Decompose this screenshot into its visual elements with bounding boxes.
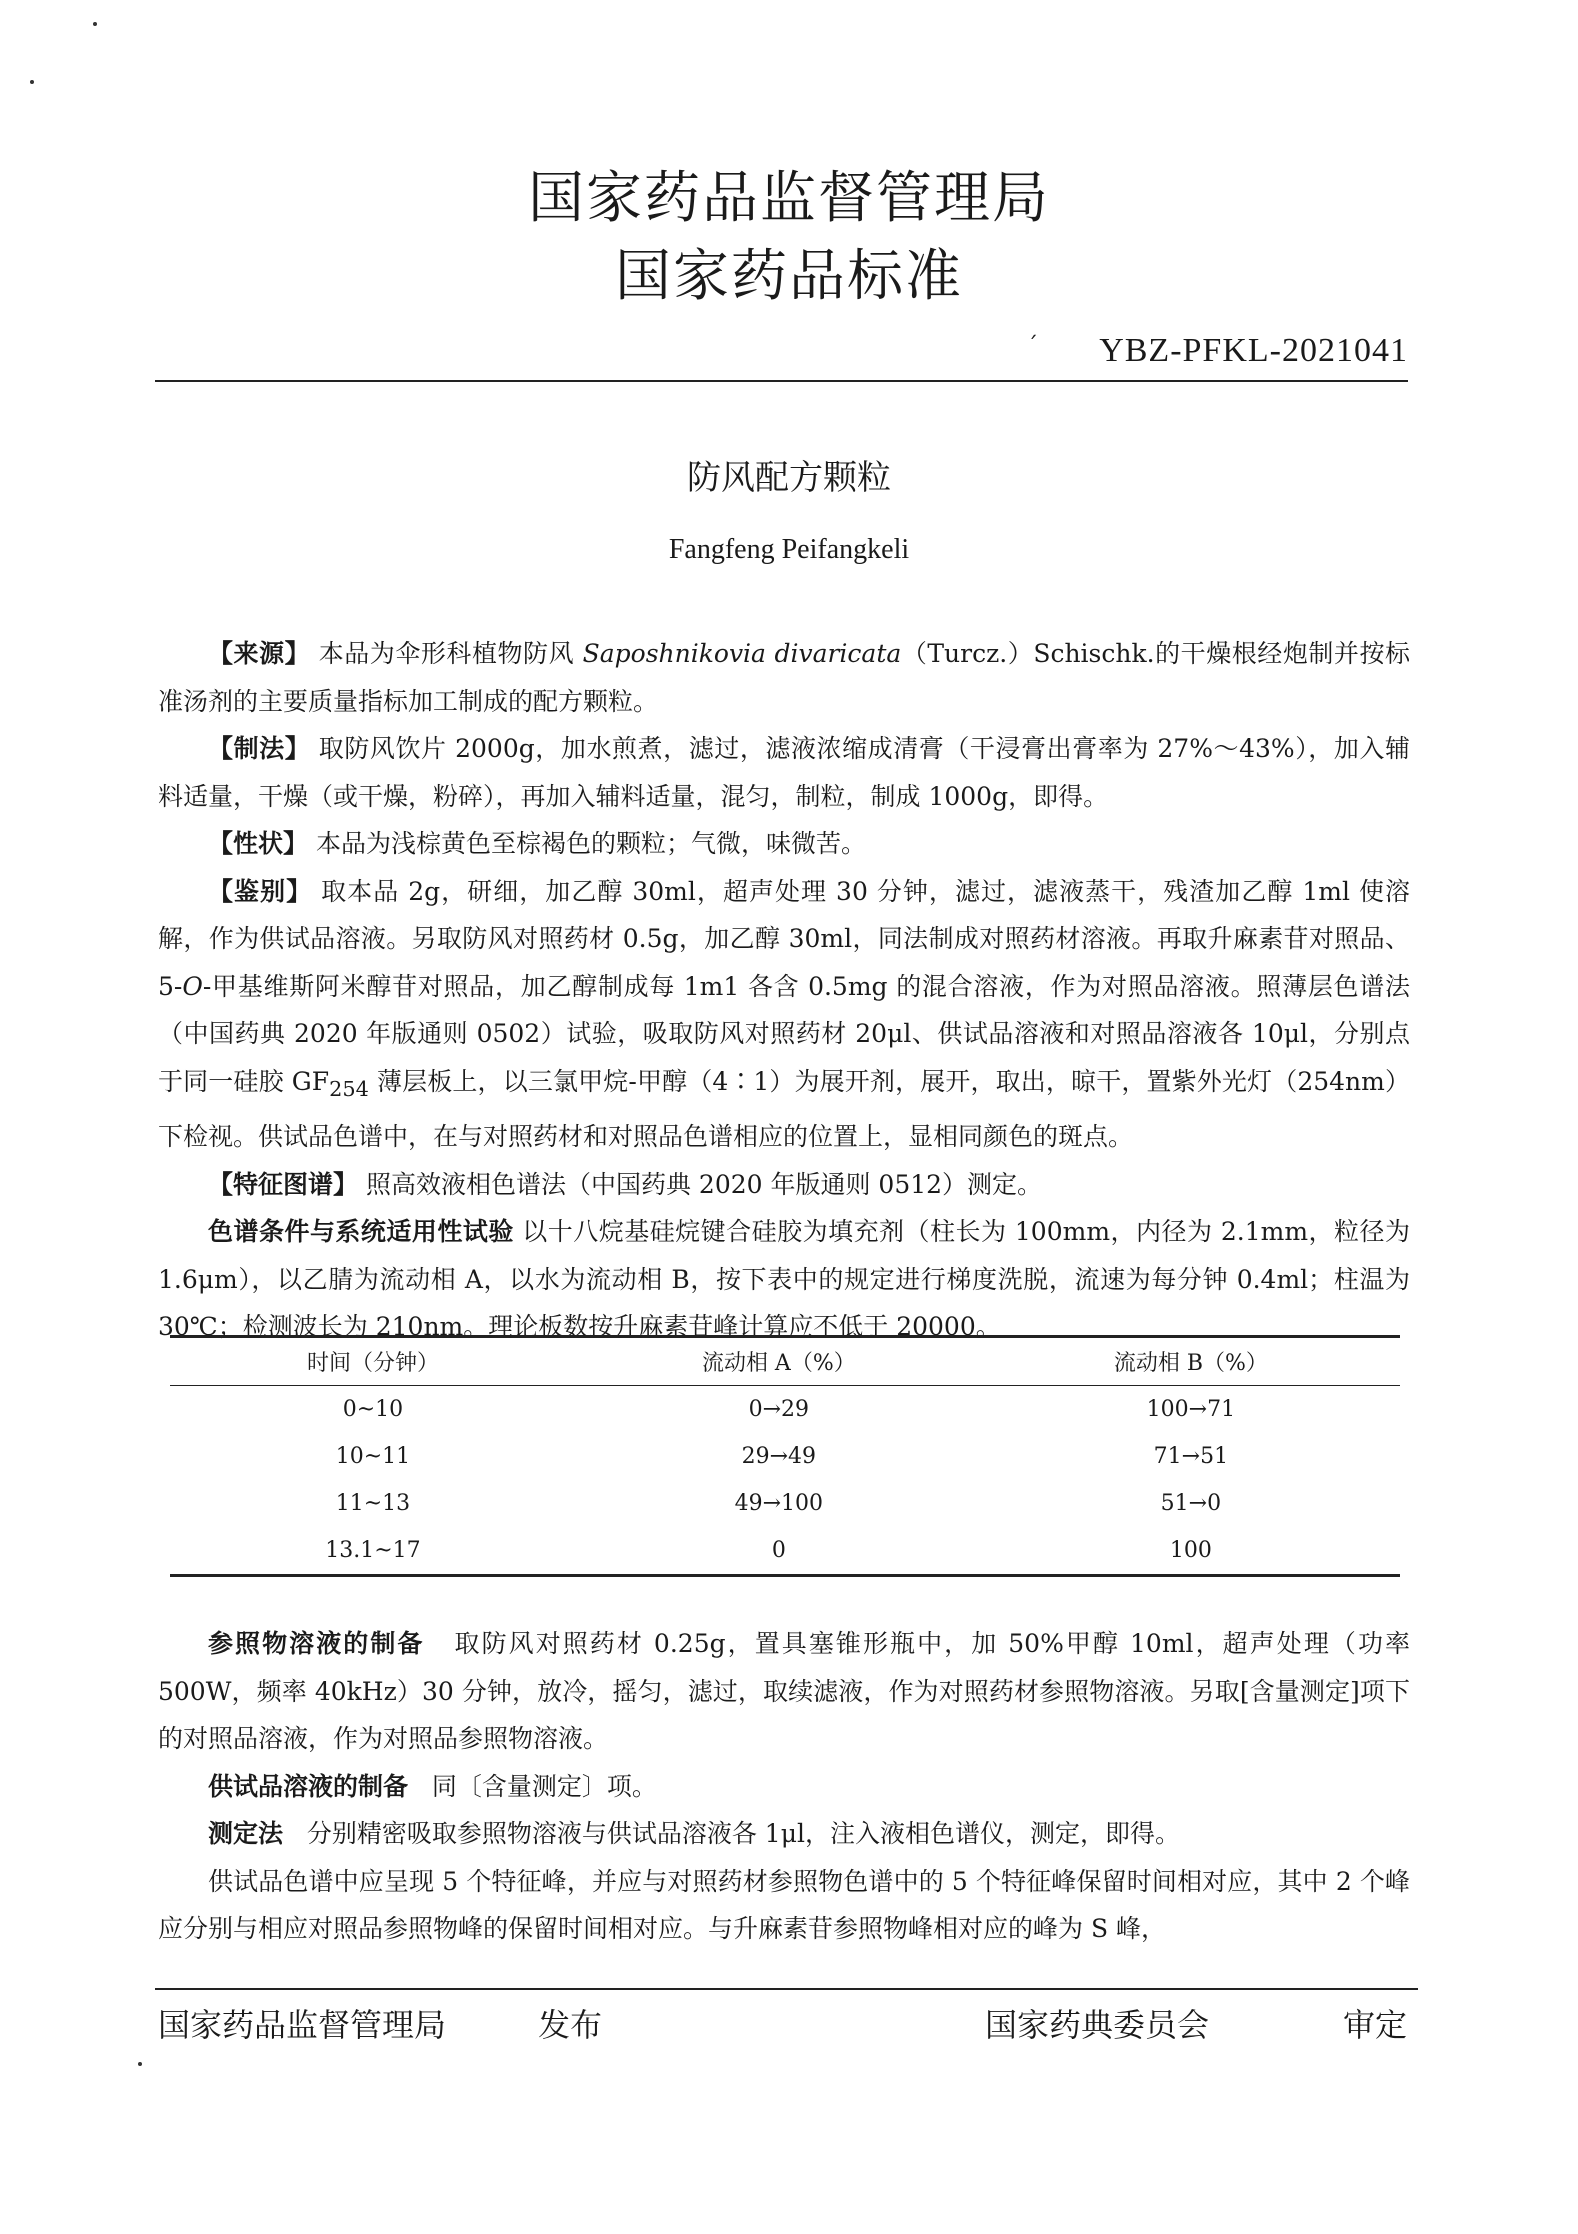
document-title: 防风配方颗粒 — [687, 458, 891, 498]
reference-solution-paragraph — [158, 1620, 1410, 1763]
table-row — [170, 1527, 1400, 1576]
source-label: 【来源】 — [208, 639, 311, 668]
preparation-paragraph — [158, 725, 1410, 820]
table-cell: 100→71 — [1146, 1397, 1236, 1422]
method-paragraph — [158, 1810, 1410, 1858]
source-text-post: （Turcz.）Schischk.的干燥根经炮制并按标准汤剂的主要质量指标加工制成的配方颗粒。 — [158, 639, 1411, 716]
table-cell: 0~10 — [342, 1397, 404, 1422]
identification-paragraph — [158, 868, 1410, 1161]
scan-speck — [93, 22, 97, 26]
preparation-text: 取防风饮片 2000g，加水煎煮，滤过，滤液浓缩成清膏（干浸膏出膏率为 27%～43%），加入辅料适量，干燥（或干燥，粉碎），再加入辅料适量，混匀，制粒，制成 1000g，即得。 — [158, 734, 1410, 811]
source-text-pre: 本品为伞形科植物防风 — [318, 639, 583, 668]
test-solution-text: 同〔含量测定〕项。 — [431, 1771, 657, 1801]
document-pinyin-title: Fangfeng Peifangkeli — [668, 534, 910, 565]
scan-speck — [138, 2062, 142, 2066]
fingerprint-text: 照高效液相色谱法（中国药典 2020 年版通则 0512）测定。 — [365, 1169, 1043, 1199]
table-cell: 49→100 — [734, 1491, 824, 1516]
table-cell: 13.1~17 — [325, 1538, 421, 1563]
table-header-row — [170, 1337, 1400, 1386]
characters-label: 【性状】 — [208, 829, 309, 858]
identification-label: 【鉴别】 — [208, 876, 313, 906]
method-text: 分别精密吸取参照物溶液与供试品溶液各 1μl，注入液相色谱仪，测定，即得。 — [306, 1819, 1180, 1848]
footer-issue-verb: 发布 — [538, 2006, 603, 2044]
test-solution-label: 供试品溶液的制备 — [208, 1771, 409, 1801]
table-cell: 0 — [771, 1538, 786, 1563]
table-cell: 0→29 — [748, 1397, 810, 1422]
table-cell: 11~13 — [335, 1491, 411, 1516]
document-body-continued — [158, 1620, 1410, 1953]
footer-review-verb: 审定 — [1343, 2006, 1408, 2044]
document-body — [158, 630, 1410, 1351]
document-header — [0, 160, 1578, 316]
source-paragraph — [158, 630, 1410, 725]
gradient-table — [170, 1335, 1400, 1577]
preparation-label: 【制法】 — [208, 734, 311, 763]
table-row — [170, 1386, 1400, 1434]
table-cell: 51→0 — [1160, 1491, 1222, 1516]
footer-issuer: 国家药品监督管理局 — [158, 2006, 447, 2044]
identification-text-1: 取本品 2g，研细，加乙醇 30ml，超声处理 30 分钟，滤过，滤液蒸干，残渣加乙醇 1ml 使溶解，作为供试品溶液。另取防风对照药材 0.5g，加乙醇 30ml，同法制成对照药材溶液。再取升麻素苷对照品、5- — [158, 876, 1410, 1001]
table-header-phase-b: 流动相 B（%） — [1113, 1351, 1268, 1376]
identification-text-3: 薄层板上，以三氯甲烷-甲醇（4∶1）为展开剂，展开，取出，晾干，置紫外光灯（254nm）下检视。供试品色谱中，在与对照药材和对照品色谱相应的位置上，显相同颜色的斑点。 — [158, 1066, 1411, 1151]
table-cell: 71→51 — [1153, 1444, 1229, 1469]
table-cell: 100 — [1169, 1538, 1212, 1563]
result-text: 供试品色谱中应呈现 5 个特征峰，并应与对照药材参照物色谱中的 5 个特征峰保留时间相对应，其中 2 个峰应分别与相应对照品参照物峰的保留时间相对应。与升麻素苷参照物峰相对应的峰为 S 峰， — [158, 1866, 1410, 1943]
result-paragraph — [158, 1858, 1410, 1953]
conditions-label: 色谱条件与系统适用性试验 — [208, 1217, 514, 1246]
test-solution-paragraph — [158, 1763, 1410, 1811]
table-cell: 10~11 — [335, 1444, 411, 1469]
identification-italic-o: O — [182, 971, 203, 1001]
identification-subscript: 254 — [329, 1076, 369, 1101]
fingerprint-label: 【特征图谱】 — [208, 1169, 359, 1199]
standard-type-title: 国家药品标准 — [615, 244, 963, 309]
scan-speck — [30, 80, 34, 84]
standard-code: YBZ-PFKL-2021041 — [1099, 332, 1408, 369]
table-row — [170, 1433, 1400, 1480]
source-latin-name: Saposhnikovia divaricata — [582, 639, 902, 668]
table-cell: 29→49 — [741, 1444, 817, 1469]
header-rule — [155, 380, 1408, 382]
table-header-time: 时间（分钟） — [306, 1351, 439, 1376]
conditions-paragraph — [158, 1208, 1410, 1351]
reference-solution-label: 参照物溶液的制备 — [208, 1629, 425, 1658]
characters-text: 本品为浅棕黄色至棕褐色的颗粒；气微，味微苦。 — [315, 829, 866, 858]
fingerprint-paragraph — [158, 1161, 1410, 1209]
code-tick-mark: ˊ — [1027, 334, 1038, 359]
conditions-text: 以十八烷基硅烷键合硅胶为填充剂（柱长为 100mm，内径为 2.1mm，粒径为 1.6μm），以乙腈为流动相 A，以水为流动相 B，按下表中的规定进行梯度洗脱，流速为每分钟 0.4ml；柱温为 30℃；检测波长为 210nm。理论板数按升麻素苷峰计算应不低于 20000。 — [158, 1217, 1410, 1341]
footer-rule — [155, 1988, 1418, 1990]
identification-text-2: -甲基维斯阿米醇苷对照品，加乙醇制成每 1m1 各含 0.5mg 的混合溶液，作为对照品溶液。照薄层色谱法（中国药典 2020 年版通则 0502）试验，吸取防风对照药材 20μl、供试品溶液和对照品溶液各 10μl，分别点于同一硅胶 GF — [158, 971, 1410, 1096]
reference-solution-text: 取防风对照药材 0.25g，置具塞锥形瓶中，加 50%甲醇 10ml，超声处理（功率 500W，频率 40kHz）30 分钟，放冷，摇匀，滤过，取续滤液，作为对照药材参照物溶液。另取[含量测定]项下的对照品溶液，作为对照品参照物溶液。 — [158, 1629, 1411, 1753]
agency-title: 国家药品监督管理局 — [528, 166, 1050, 231]
footer-reviewer: 国家药典委员会 — [985, 2006, 1210, 2044]
table-row — [170, 1480, 1400, 1527]
table-header-phase-a: 流动相 A（%） — [701, 1351, 856, 1376]
characters-paragraph — [158, 820, 1410, 868]
method-label: 测定法 — [208, 1819, 284, 1848]
